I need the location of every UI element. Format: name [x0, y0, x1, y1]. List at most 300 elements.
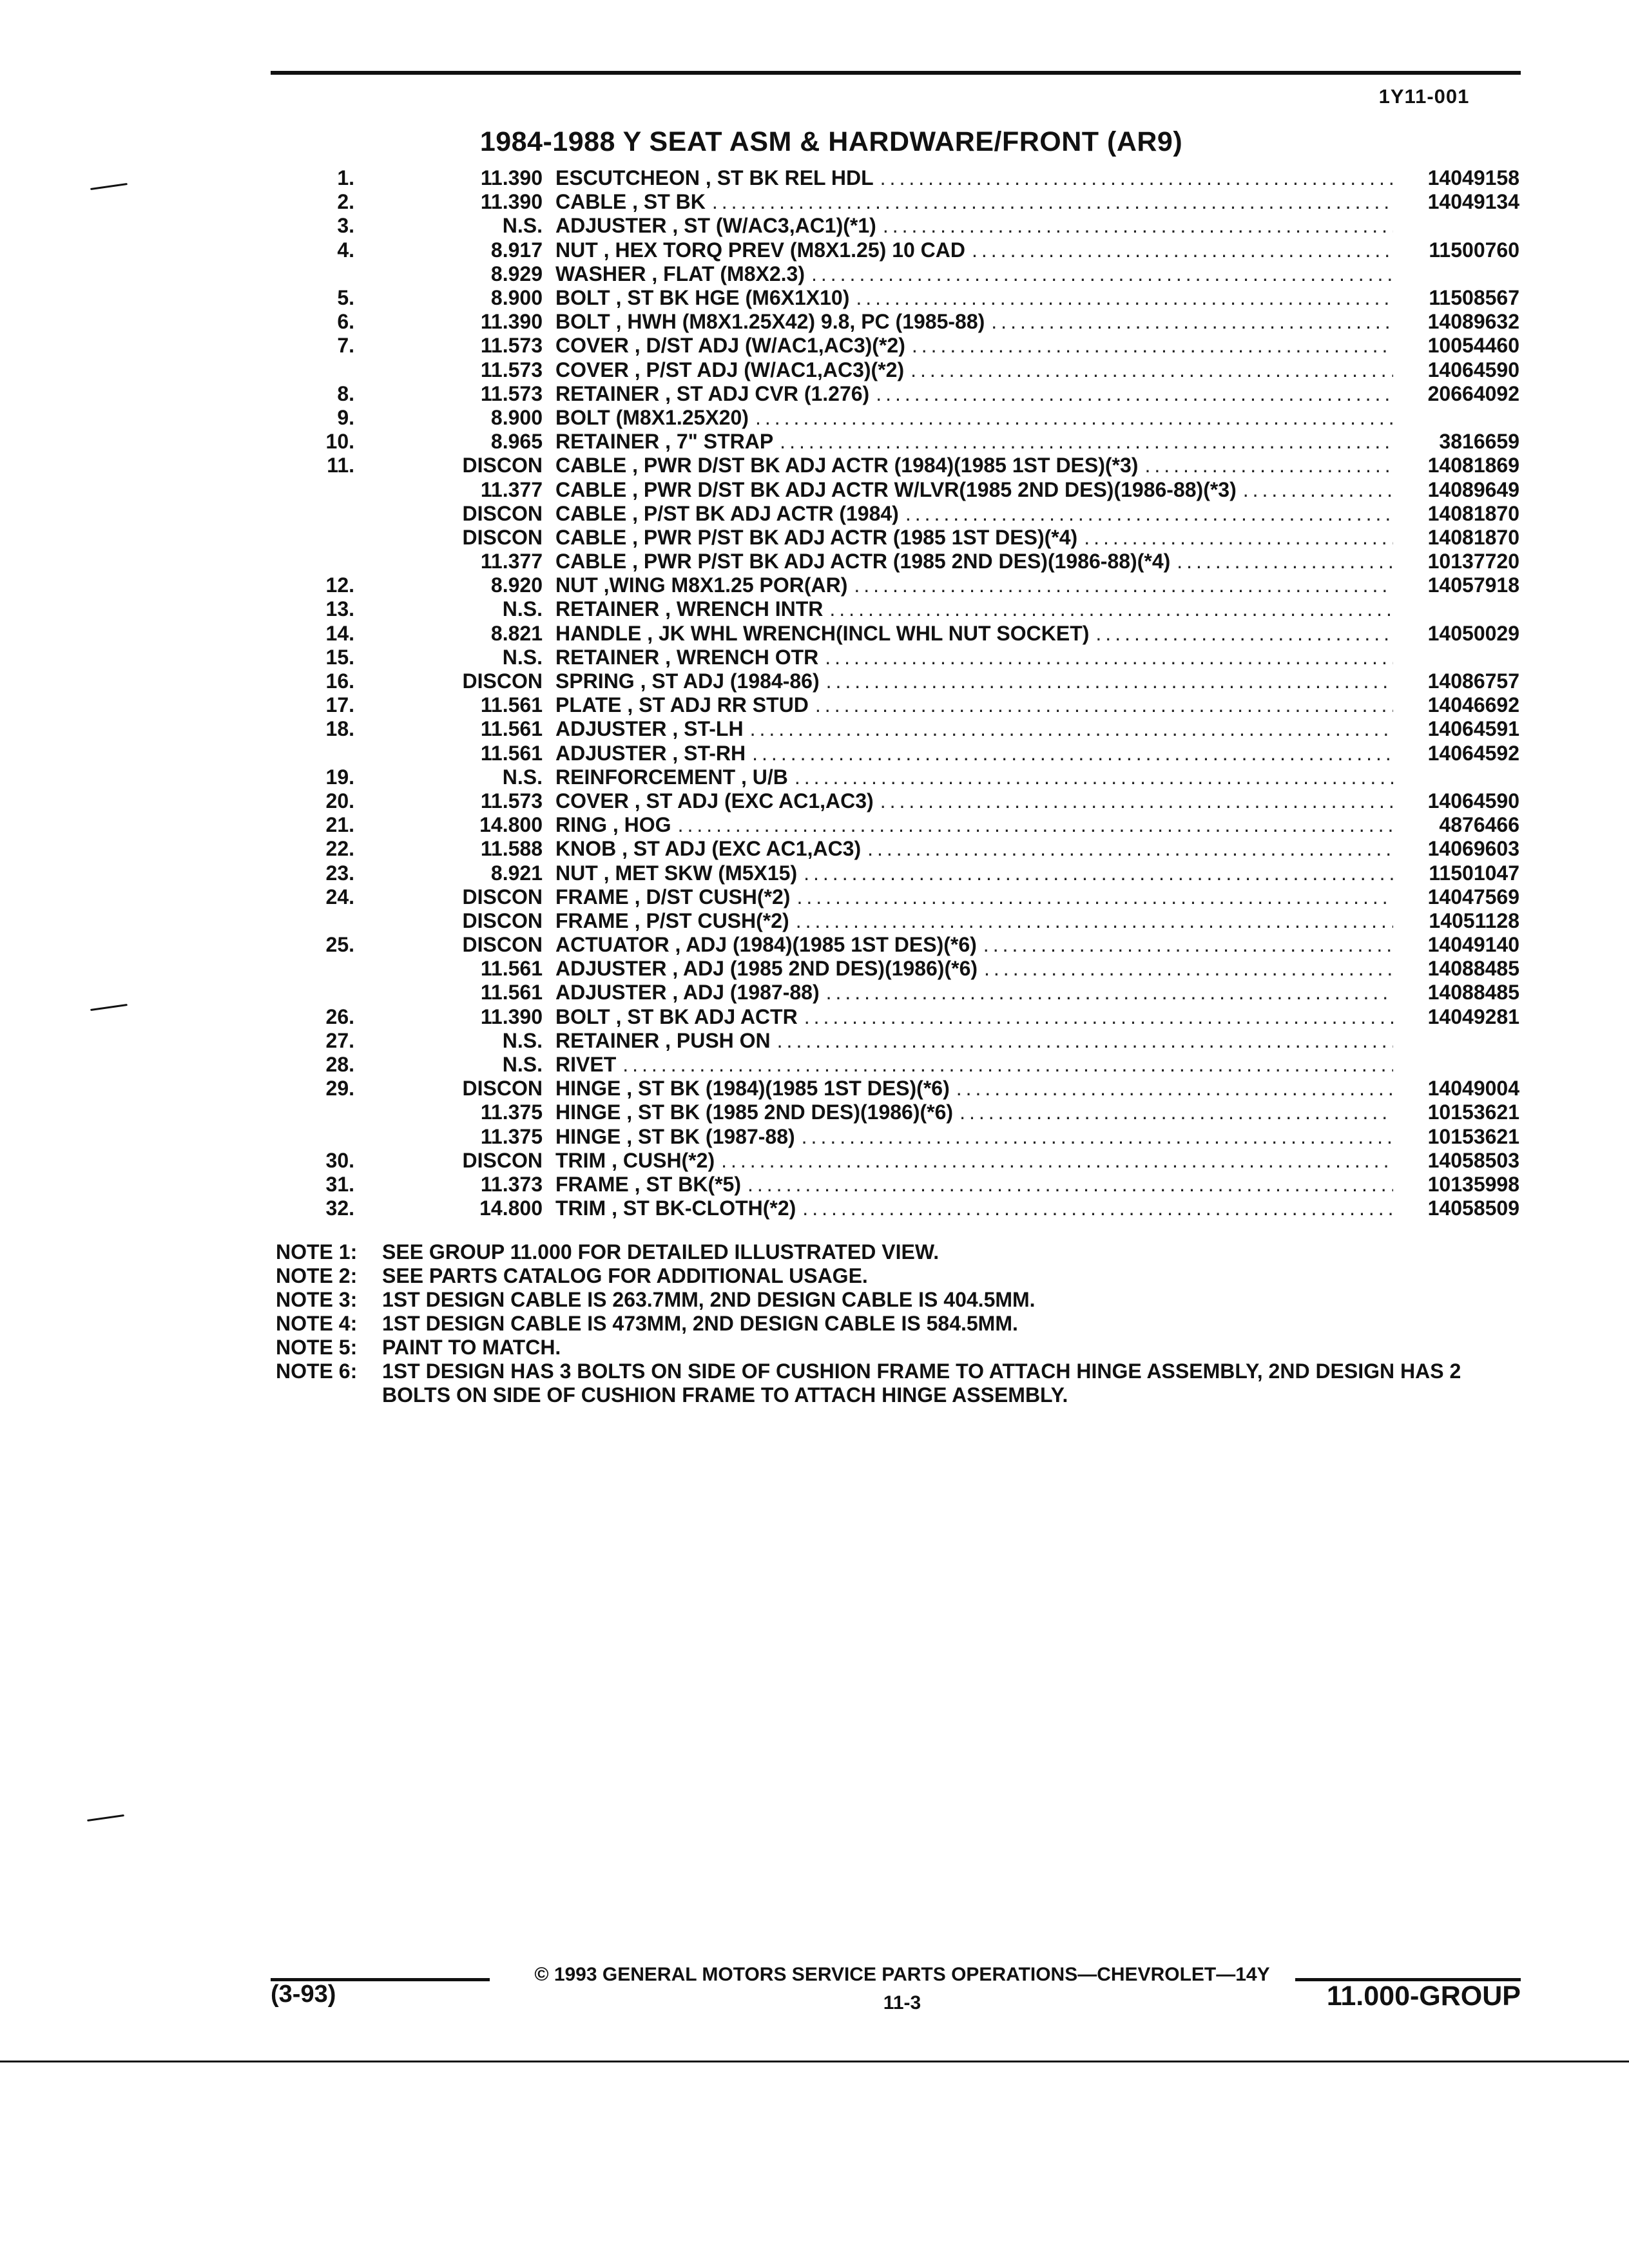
description-text: COVER , P/ST ADJ (W/AC1,AC3)(*2): [555, 358, 905, 381]
part-row: [284, 813, 1519, 837]
group-number: 8.821: [490, 621, 543, 645]
part-number: 11501047: [1429, 861, 1519, 885]
footer-group: 11.000-GROUP: [1326, 1981, 1521, 2012]
part-row: [284, 717, 1519, 741]
dot-leader: [883, 214, 1393, 238]
part-row: [284, 262, 1519, 286]
dot-leader: [750, 717, 1393, 741]
dot-leader: [880, 789, 1393, 813]
part-description: [555, 1196, 1393, 1220]
description-text: HINGE , ST BK (1984)(1985 1ST DES)(*6): [555, 1077, 950, 1100]
description-text: RIVET: [555, 1053, 617, 1077]
group-number: 11.588: [480, 837, 543, 861]
description-text: BOLT , ST BK HGE (M6X1X10): [555, 286, 850, 310]
description-text: RETAINER , WRENCH OTR: [555, 645, 819, 669]
group-number: N.S.: [502, 1053, 543, 1077]
description-text: HANDLE , JK WHL WRENCH(INCL WHL NUT SOCKET): [555, 621, 1090, 645]
item-number: 17.: [325, 693, 354, 717]
part-row: [284, 454, 1519, 477]
item-number: 23.: [325, 861, 354, 885]
dot-leader: [755, 406, 1393, 430]
part-row: [284, 933, 1519, 957]
dot-leader: [880, 166, 1393, 190]
description-text: CABLE , PWR D/ST BK ADJ ACTR W/LVR(1985 2ND DES)(1986-88)(*3): [555, 477, 1237, 501]
group-number: 11.390: [480, 166, 543, 190]
dot-leader: [1144, 454, 1393, 477]
dot-leader: [804, 1005, 1393, 1029]
group-number: 11.390: [480, 190, 543, 214]
description-text: ADJUSTER , ADJ (1987-88): [555, 981, 820, 1004]
group-number: 8.920: [490, 573, 543, 597]
description-text: RETAINER , 7" STRAP: [555, 430, 774, 454]
part-row: [284, 622, 1519, 646]
note-text: 1ST DESIGN HAS 3 BOLTS ON SIDE OF CUSHION FRAME TO ATTACH HINGE ASSEMBLY, 2ND DESIGN HAS 2 BOLTS ON SIDE OF CUSHION FRAME TO ATTACH HINGE ASSEMBLY.: [382, 1360, 1461, 1407]
dot-leader: [678, 813, 1393, 837]
description-text: CABLE , PWR P/ST BK ADJ ACTR (1985 1ST DES)(*4): [555, 525, 1078, 549]
part-row: [284, 358, 1519, 382]
group-number: DISCON: [462, 669, 543, 693]
part-description: [555, 310, 1393, 334]
description-text: RETAINER , ST ADJ CVR (1.276): [555, 381, 870, 405]
notes-list: [276, 1240, 1526, 1407]
dot-leader: [876, 382, 1393, 406]
footer-page-number: 11-3: [883, 1992, 921, 2013]
margin-mark: [87, 1814, 124, 1821]
description-text: KNOB , ST ADJ (EXC AC1,AC3): [555, 837, 862, 861]
part-row: [284, 526, 1519, 550]
page-title: 1984-1988 Y SEAT ASM & HARDWARE/FRONT (AR9): [479, 126, 1183, 157]
part-number: 14050029: [1427, 621, 1519, 645]
item-number: 19.: [325, 765, 354, 789]
part-row: [284, 1100, 1519, 1124]
description-text: FRAME , P/ST CUSH(*2): [555, 908, 789, 932]
part-row: [284, 1149, 1519, 1173]
description-text: HINGE , ST BK (1985 2ND DES)(1986)(*6): [555, 1100, 954, 1124]
part-row: [284, 957, 1519, 981]
part-description: [555, 981, 1393, 1004]
item-number: 14.: [325, 621, 354, 645]
group-number: 11.390: [480, 1004, 543, 1028]
item-number: 8.: [337, 381, 354, 405]
part-description: [555, 1173, 1393, 1196]
part-number: 14081870: [1427, 525, 1519, 549]
bottom-rule: [0, 2061, 1629, 2062]
part-description: [555, 334, 1393, 358]
group-number: DISCON: [462, 525, 543, 549]
part-row: [284, 765, 1519, 789]
part-description: [555, 1100, 1393, 1124]
part-description: [555, 166, 1393, 190]
group-number: 8.917: [490, 238, 543, 262]
note-label: NOTE 6:: [276, 1360, 358, 1383]
description-text: BOLT (M8X1.25X20): [555, 405, 749, 429]
part-description: [555, 933, 1393, 957]
dot-leader: [811, 262, 1393, 286]
part-number: 14051128: [1429, 908, 1519, 932]
item-number: 20.: [325, 789, 354, 812]
dot-leader: [752, 742, 1393, 765]
page-code: 1Y11-001: [1378, 85, 1470, 108]
description-text: ACTUATOR , ADJ (1984)(1985 1ST DES)(*6): [555, 933, 977, 957]
item-number: 12.: [325, 573, 354, 597]
part-description: [555, 909, 1393, 933]
description-text: FRAME , D/ST CUSH(*2): [555, 885, 791, 908]
note-text: 1ST DESIGN CABLE IS 473MM, 2ND DESIGN CABLE IS 584.5MM.: [382, 1312, 1018, 1335]
dot-leader: [780, 430, 1393, 454]
part-description: [555, 717, 1393, 741]
description-text: BOLT , ST BK ADJ ACTR: [555, 1004, 798, 1028]
dot-leader: [802, 1125, 1393, 1149]
description-text: RETAINER , PUSH ON: [555, 1028, 771, 1052]
part-row: [284, 837, 1519, 861]
part-row: [284, 669, 1519, 693]
part-number: 4876466: [1439, 813, 1519, 837]
part-description: [555, 406, 1393, 430]
description-text: CABLE , PWR D/ST BK ADJ ACTR (1984)(1985 1ST DES)(*3): [555, 454, 1139, 477]
part-description: [555, 813, 1393, 837]
item-number: 7.: [337, 334, 354, 358]
item-number: 10.: [325, 430, 354, 454]
part-description: [555, 622, 1393, 646]
dot-leader: [972, 238, 1393, 262]
part-row: [284, 693, 1519, 717]
item-number: 5.: [337, 286, 354, 310]
part-row: [284, 406, 1519, 430]
group-number: DISCON: [462, 501, 543, 525]
note-row: [276, 1240, 1526, 1264]
dot-leader: [777, 1029, 1393, 1053]
description-text: COVER , D/ST ADJ (W/AC1,AC3)(*2): [555, 334, 905, 358]
item-number: 24.: [325, 885, 354, 908]
item-number: 26.: [325, 1004, 354, 1028]
note-text: SEE PARTS CATALOG FOR ADDITIONAL USAGE.: [382, 1264, 868, 1287]
group-number: DISCON: [462, 908, 543, 932]
dot-leader: [854, 573, 1393, 597]
part-number: 14064591: [1427, 717, 1519, 741]
note-label: NOTE 4:: [276, 1312, 358, 1335]
group-number: N.S.: [502, 645, 543, 669]
dot-leader: [983, 933, 1393, 957]
dot-leader: [829, 597, 1393, 621]
dot-leader: [802, 1196, 1393, 1220]
note-text: PAINT TO MATCH.: [382, 1336, 561, 1359]
part-number: 20664092: [1427, 381, 1519, 405]
part-row: [284, 1029, 1519, 1053]
part-number: 3816659: [1439, 430, 1519, 454]
part-description: [555, 1125, 1393, 1149]
part-row: [284, 909, 1519, 933]
description-text: BOLT , HWH (M8X1.25X42) 9.8, PC (1985-88): [555, 310, 985, 334]
group-number: 8.921: [490, 861, 543, 885]
part-row: [284, 1005, 1519, 1029]
part-description: [555, 885, 1393, 909]
item-number: 15.: [325, 645, 354, 669]
part-description: [555, 1029, 1393, 1053]
part-number: 11500760: [1429, 238, 1519, 262]
group-number: 11.373: [480, 1172, 543, 1196]
description-text: NUT , MET SKW (M5X15): [555, 861, 798, 885]
group-number: DISCON: [462, 454, 543, 477]
part-row: [284, 190, 1519, 214]
part-number: 14064590: [1427, 358, 1519, 381]
part-row: [284, 861, 1519, 885]
part-row: [284, 573, 1519, 597]
group-number: N.S.: [502, 597, 543, 621]
part-number: 14049140: [1427, 933, 1519, 957]
part-description: [555, 789, 1393, 813]
part-description: [555, 669, 1393, 693]
group-number: 11.561: [480, 741, 543, 765]
part-row: [284, 597, 1519, 621]
group-number: 11.573: [480, 789, 543, 812]
dot-leader: [911, 358, 1393, 382]
dot-leader: [1177, 550, 1393, 573]
part-row: [284, 646, 1519, 669]
group-number: 11.561: [480, 957, 543, 981]
item-number: 4.: [337, 238, 354, 262]
item-number: 3.: [337, 214, 354, 238]
parts-list: [284, 166, 1519, 1220]
description-text: SPRING , ST ADJ (1984-86): [555, 669, 820, 693]
part-row: [284, 1196, 1519, 1220]
footer-copyright: © 1993 GENERAL MOTORS SERVICE PARTS OPERATIONS—CHEVROLET—14Y: [534, 1964, 1270, 1985]
part-number: 14049281: [1427, 1004, 1519, 1028]
item-number: 16.: [325, 669, 354, 693]
dot-leader: [804, 861, 1393, 885]
part-number: 10153621: [1427, 1124, 1519, 1148]
part-description: [555, 1077, 1393, 1100]
margin-mark: [90, 183, 128, 190]
group-number: 11.377: [480, 477, 543, 501]
part-number: 10153621: [1427, 1100, 1519, 1124]
dot-leader: [826, 981, 1393, 1004]
part-description: [555, 454, 1393, 477]
part-number: 14047569: [1427, 885, 1519, 908]
item-number: 30.: [325, 1148, 354, 1172]
description-text: REINFORCEMENT , U/B: [555, 765, 788, 789]
part-number: 10054460: [1427, 334, 1519, 358]
group-number: 11.561: [480, 717, 543, 741]
description-text: COVER , ST ADJ (EXC AC1,AC3): [555, 789, 874, 812]
group-number: 8.900: [490, 286, 543, 310]
description-text: NUT , HEX TORQ PREV (M8X1.25) 10 CAD: [555, 238, 965, 262]
part-description: [555, 382, 1393, 406]
group-number: 11.377: [480, 550, 543, 573]
group-number: 11.573: [480, 334, 543, 358]
item-number: 6.: [337, 310, 354, 334]
part-number: 14049158: [1427, 166, 1519, 190]
part-number: 11508567: [1429, 286, 1519, 310]
item-number: 13.: [325, 597, 354, 621]
part-number: 14088485: [1427, 981, 1519, 1004]
dot-leader: [956, 1077, 1393, 1100]
part-number: 14081869: [1427, 454, 1519, 477]
part-number: 14046692: [1427, 693, 1519, 717]
group-number: 14.800: [479, 1196, 543, 1220]
description-text: CABLE , ST BK: [555, 190, 706, 214]
description-text: HINGE , ST BK (1987-88): [555, 1124, 795, 1148]
group-number: 11.573: [480, 358, 543, 381]
part-row: [284, 430, 1519, 454]
part-description: [555, 1053, 1393, 1077]
dot-leader: [826, 669, 1393, 693]
part-number: 14089632: [1427, 310, 1519, 334]
part-description: [555, 957, 1393, 981]
part-row: [284, 981, 1519, 1004]
part-description: [555, 1005, 1393, 1029]
group-number: DISCON: [462, 885, 543, 908]
part-description: [555, 262, 1393, 286]
group-number: 8.929: [490, 262, 543, 285]
margin-mark: [90, 1004, 128, 1011]
group-number: N.S.: [502, 765, 543, 789]
top-rule: [271, 71, 1521, 75]
note-row: [276, 1336, 1526, 1360]
item-number: 9.: [337, 405, 354, 429]
part-number: 14081870: [1427, 501, 1519, 525]
part-description: [555, 837, 1393, 861]
note-label: NOTE 1:: [276, 1240, 358, 1264]
part-row: [284, 550, 1519, 573]
description-text: TRIM , CUSH(*2): [555, 1148, 715, 1172]
part-row: [284, 885, 1519, 909]
description-text: TRIM , ST BK-CLOTH(*2): [555, 1196, 796, 1220]
dot-leader: [984, 957, 1393, 981]
item-number: 27.: [325, 1028, 354, 1052]
note-row: [276, 1360, 1526, 1407]
description-text: CABLE , P/ST BK ADJ ACTR (1984): [555, 501, 899, 525]
part-number: 14069603: [1427, 837, 1519, 861]
note-label: NOTE 3:: [276, 1288, 358, 1311]
group-number: 14.800: [479, 813, 543, 837]
dot-leader: [912, 334, 1393, 358]
dot-leader: [815, 693, 1393, 717]
item-number: 21.: [325, 813, 354, 837]
group-number: 11.573: [480, 381, 543, 405]
dot-leader: [795, 765, 1393, 789]
description-text: PLATE , ST ADJ RR STUD: [555, 693, 809, 717]
part-description: [555, 430, 1393, 454]
dot-leader: [622, 1053, 1393, 1077]
part-number: 14049134: [1427, 190, 1519, 214]
dot-leader: [1084, 526, 1393, 550]
part-description: [555, 214, 1393, 238]
part-row: [284, 334, 1519, 358]
part-row: [284, 382, 1519, 406]
group-number: DISCON: [462, 1148, 543, 1172]
group-number: 8.965: [490, 430, 543, 454]
item-number: 25.: [325, 933, 354, 957]
part-row: [284, 310, 1519, 334]
item-number: 28.: [325, 1053, 354, 1077]
group-number: DISCON: [462, 933, 543, 957]
part-row: [284, 286, 1519, 310]
part-row: [284, 1125, 1519, 1149]
part-row: [284, 1053, 1519, 1077]
item-number: 2.: [337, 190, 354, 214]
group-number: 11.390: [480, 310, 543, 334]
part-number: 14086757: [1427, 669, 1519, 693]
part-row: [284, 1173, 1519, 1196]
group-number: N.S.: [502, 1028, 543, 1052]
note-text: SEE GROUP 11.000 FOR DETAILED ILLUSTRATED VIEW.: [382, 1240, 940, 1264]
part-description: [555, 358, 1393, 382]
part-description: [555, 190, 1393, 214]
description-text: NUT ,WING M8X1.25 POR(AR): [555, 573, 848, 597]
part-number: 14058509: [1427, 1196, 1519, 1220]
item-number: 22.: [325, 837, 354, 861]
dot-leader: [796, 885, 1393, 909]
note-label: NOTE 5:: [276, 1336, 358, 1359]
description-text: ESCUTCHEON , ST BK REL HDL: [555, 166, 874, 190]
part-description: [555, 861, 1393, 885]
part-description: [555, 502, 1393, 526]
dot-leader: [1243, 478, 1393, 502]
group-number: 8.900: [490, 405, 543, 429]
part-number: 10135998: [1427, 1172, 1519, 1196]
part-number: 14089649: [1427, 477, 1519, 501]
part-description: [555, 597, 1393, 621]
note-row: [276, 1264, 1526, 1288]
group-number: 11.375: [480, 1100, 543, 1124]
part-description: [555, 526, 1393, 550]
dot-leader: [867, 837, 1393, 861]
dot-leader: [991, 310, 1393, 334]
part-row: [284, 238, 1519, 262]
part-description: [555, 286, 1393, 310]
part-description: [555, 742, 1393, 765]
dot-leader: [721, 1149, 1393, 1173]
part-description: [555, 693, 1393, 717]
dot-leader: [796, 909, 1393, 933]
group-number: N.S.: [502, 214, 543, 238]
description-text: ADJUSTER , ST-LH: [555, 717, 744, 741]
part-number: 14057918: [1427, 573, 1519, 597]
dot-leader: [905, 502, 1393, 526]
dot-leader: [825, 646, 1393, 669]
item-number: 31.: [325, 1172, 354, 1196]
description-text: RETAINER , WRENCH INTR: [555, 597, 824, 621]
group-number: DISCON: [462, 1077, 543, 1100]
part-number: 14064592: [1427, 741, 1519, 765]
description-text: ADJUSTER , ST-RH: [555, 741, 746, 765]
note-text: 1ST DESIGN CABLE IS 263.7MM, 2ND DESIGN CABLE IS 404.5MM.: [382, 1288, 1036, 1311]
part-description: [555, 550, 1393, 573]
part-description: [555, 238, 1393, 262]
item-number: 11.: [327, 454, 354, 477]
description-text: ADJUSTER , ADJ (1985 2ND DES)(1986)(*6): [555, 957, 978, 981]
group-number: 11.561: [480, 981, 543, 1004]
part-row: [284, 789, 1519, 813]
part-row: [284, 166, 1519, 190]
description-text: FRAME , ST BK(*5): [555, 1172, 741, 1196]
description-text: ADJUSTER , ST (W/AC3,AC1)(*1): [555, 214, 876, 238]
part-row: [284, 742, 1519, 765]
part-number: 14058503: [1427, 1148, 1519, 1172]
group-number: 11.375: [480, 1124, 543, 1148]
part-description: [555, 765, 1393, 789]
item-number: 18.: [325, 717, 354, 741]
dot-leader: [1095, 622, 1393, 646]
item-number: 32.: [325, 1196, 354, 1220]
part-number: 14088485: [1427, 957, 1519, 981]
dot-leader: [747, 1173, 1393, 1196]
description-text: WASHER , FLAT (M8X2.3): [555, 262, 805, 285]
item-number: 1.: [337, 166, 354, 190]
part-number: 14049004: [1427, 1077, 1519, 1100]
part-description: [555, 646, 1393, 669]
note-label: NOTE 2:: [276, 1264, 358, 1287]
